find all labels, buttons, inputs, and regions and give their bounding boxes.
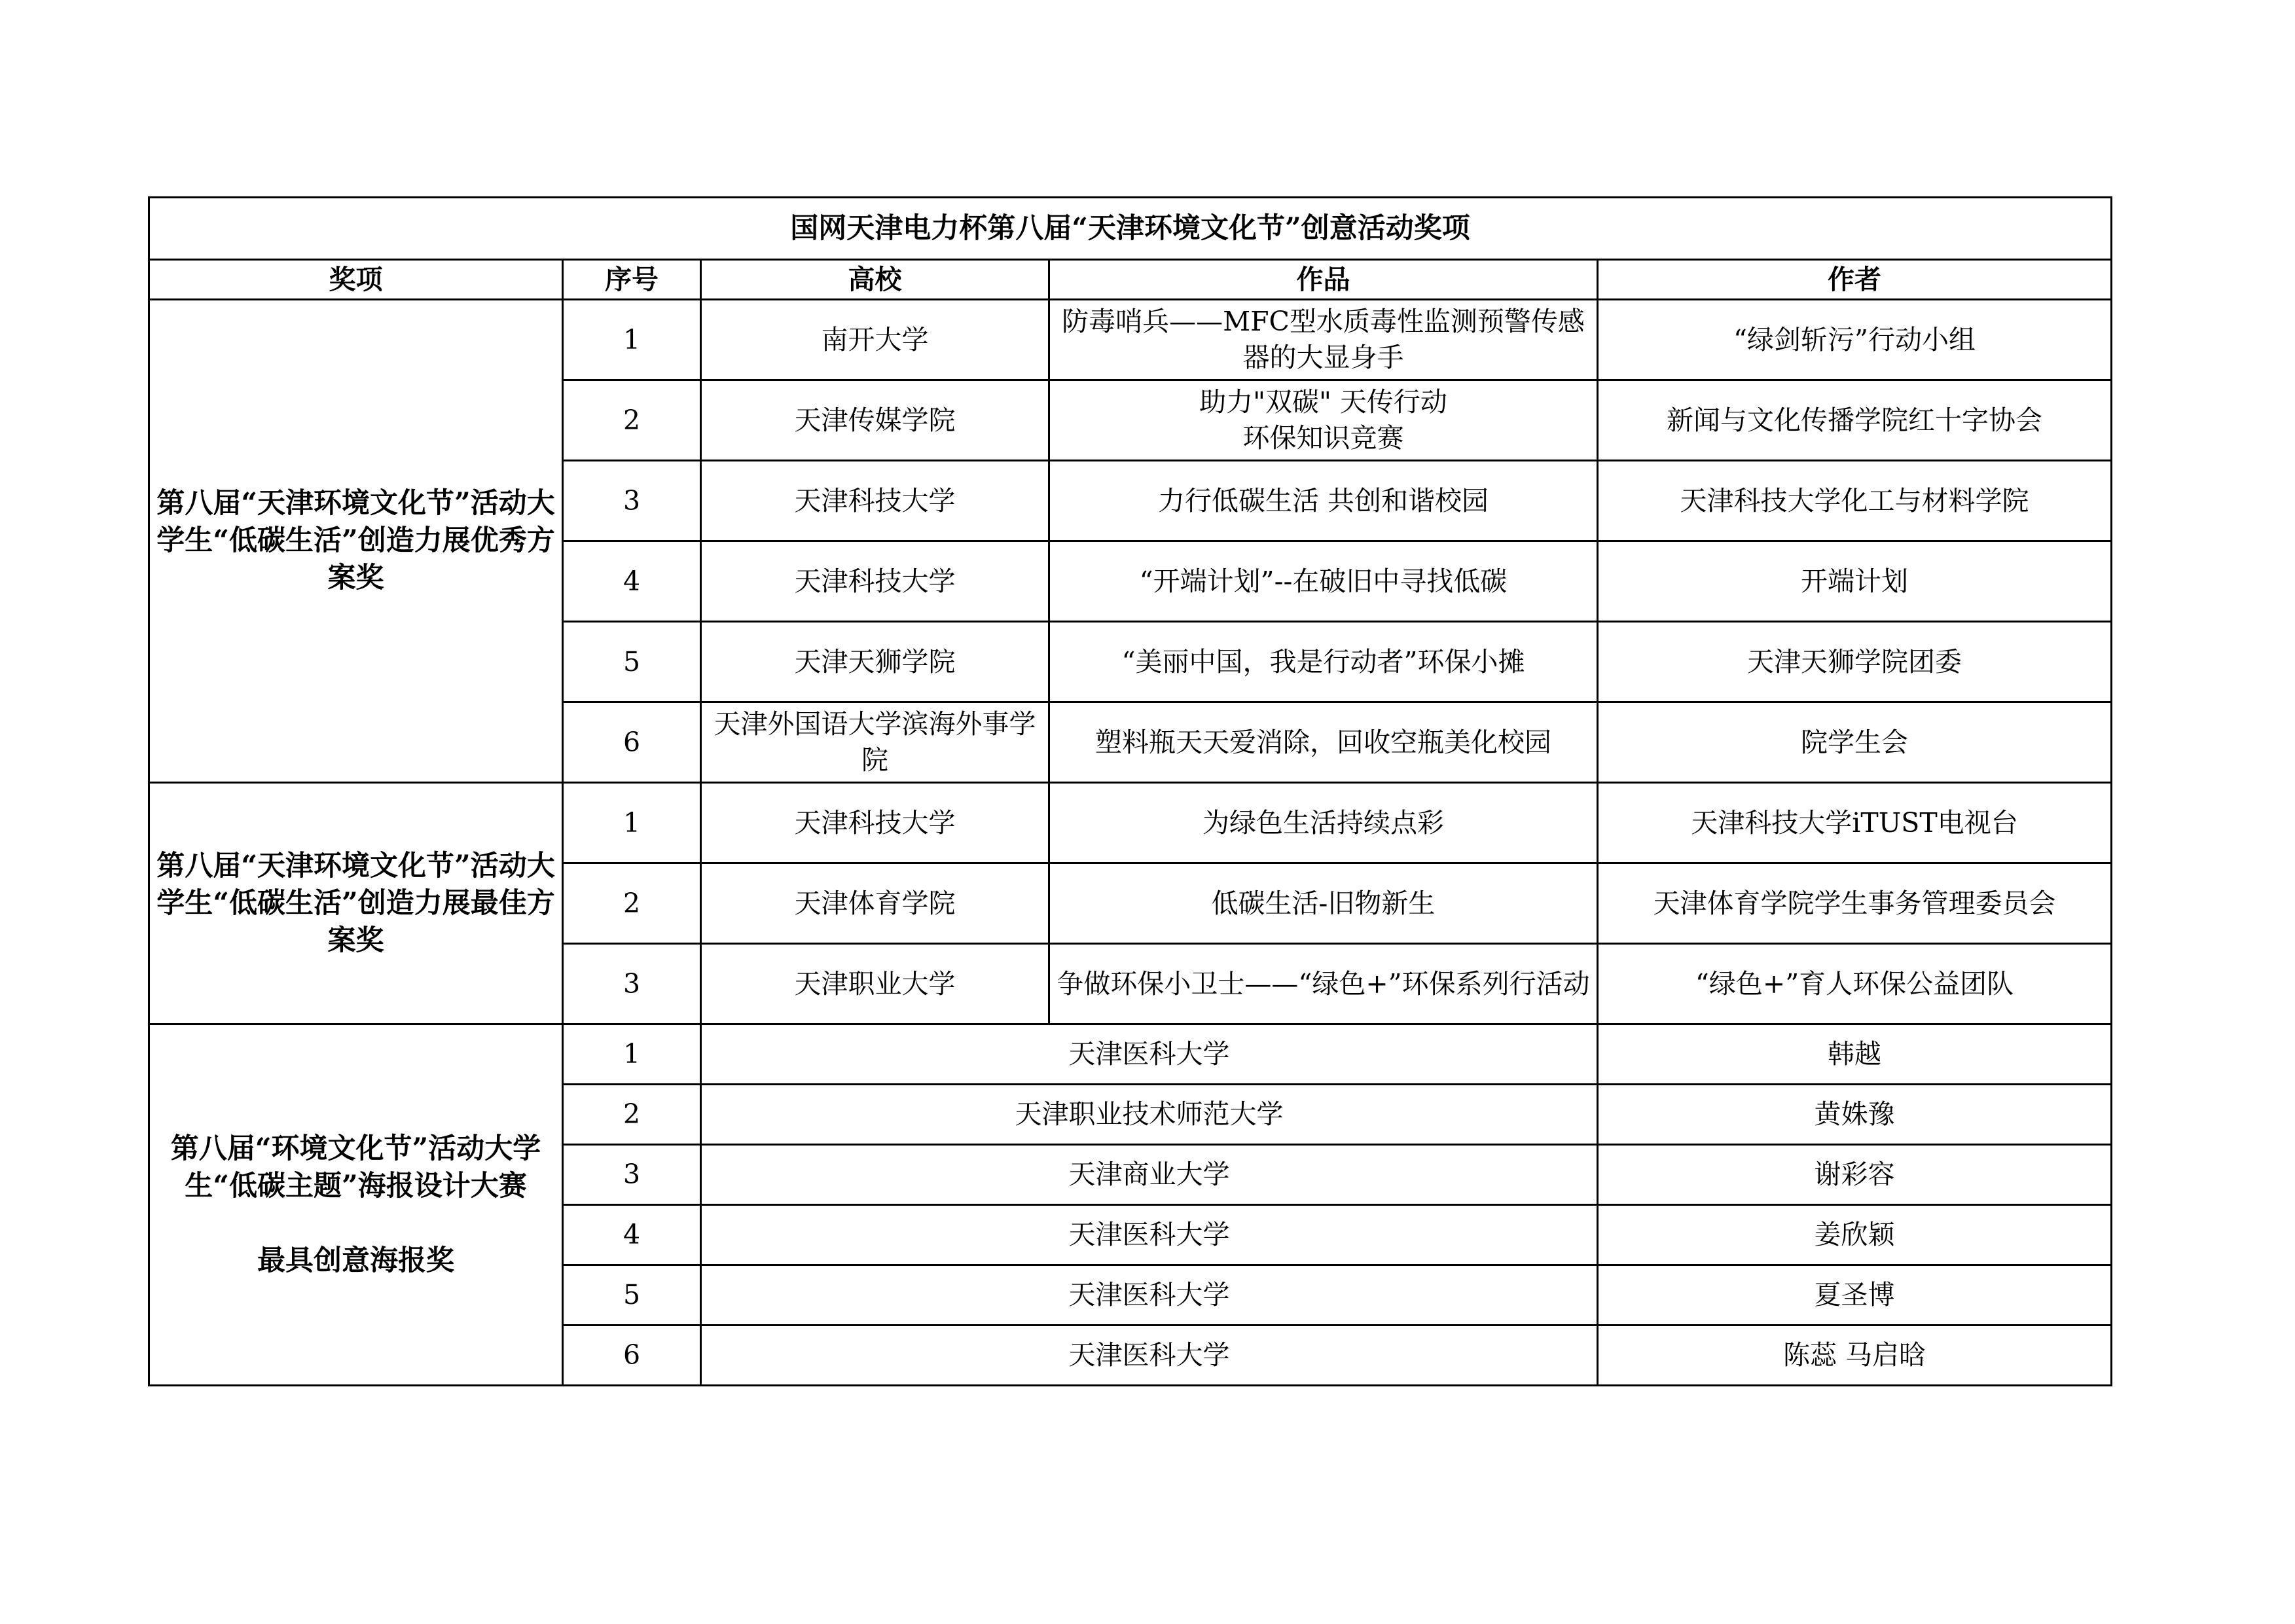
table-row <box>149 783 2112 863</box>
row-author: 黄姝豫 <box>1598 1085 2112 1145</box>
table-row <box>149 1024 2112 1085</box>
header-author: 作者 <box>1598 260 2112 300</box>
header-work: 作品 <box>1049 260 1598 300</box>
row-school: 天津科技大学 <box>701 783 1049 863</box>
row-work: 低碳生活-旧物新生 <box>1049 863 1598 944</box>
row-no: 3 <box>563 944 701 1024</box>
row-author: 开端计划 <box>1598 541 2112 622</box>
row-author: 天津科技大学化工与材料学院 <box>1598 461 2112 541</box>
row-work: 防毒哨兵——MFC型水质毒性监测预警传感器的大显身手 <box>1049 300 1598 380</box>
row-school: 天津外国语大学滨海外事学院 <box>701 702 1049 783</box>
row-author: 谢彩容 <box>1598 1145 2112 1205</box>
row-work: 争做环保小卫士——“绿色+”环保系列行活动 <box>1049 944 1598 1024</box>
table-title: 国网天津电力杯第八届“天津环境文化节”创意活动奖项 <box>149 198 2112 260</box>
row-no: 2 <box>563 380 701 461</box>
table-row <box>149 300 2112 380</box>
row-no: 2 <box>563 863 701 944</box>
category-spacer <box>153 1205 559 1242</box>
row-school: 天津医科大学 <box>701 1326 1598 1386</box>
row-author: 陈蕊 马启晗 <box>1598 1326 2112 1386</box>
row-no: 3 <box>563 1145 701 1205</box>
row-school: 天津职业技术师范大学 <box>701 1085 1598 1145</box>
row-school: 天津科技大学 <box>701 541 1049 622</box>
row-school: 天津职业大学 <box>701 944 1049 1024</box>
row-work-line1: 助力"双碳" 天传行动 <box>1199 386 1447 418</box>
row-author: 天津体育学院学生事务管理委员会 <box>1598 863 2112 944</box>
row-no: 4 <box>563 1205 701 1265</box>
row-school: 天津天狮学院 <box>701 622 1049 702</box>
row-no: 4 <box>563 541 701 622</box>
row-no: 1 <box>563 300 701 380</box>
row-no: 2 <box>563 1085 701 1145</box>
row-school: 天津传媒学院 <box>701 380 1049 461</box>
row-work: 力行低碳生活 共创和谐校园 <box>1049 461 1598 541</box>
row-work-line2: 环保知识竞赛 <box>1242 422 1404 454</box>
row-author: 天津科技大学iTUST电视台 <box>1598 783 2112 863</box>
row-no: 5 <box>563 622 701 702</box>
row-author: “绿色+”育人环保公益团队 <box>1598 944 2112 1024</box>
header-school: 高校 <box>701 260 1049 300</box>
row-no: 6 <box>563 702 701 783</box>
award-category-best: 第八届“天津环境文化节”活动大学生“低碳生活”创造力展最佳方案奖 <box>149 783 563 1024</box>
row-school: 天津体育学院 <box>701 863 1049 944</box>
row-author: 天津天狮学院团委 <box>1598 622 2112 702</box>
row-work <box>1049 380 1598 461</box>
row-author: 新闻与文化传播学院红十字协会 <box>1598 380 2112 461</box>
row-author: “绿剑斩污”行动小组 <box>1598 300 2112 380</box>
row-school: 天津医科大学 <box>701 1024 1598 1085</box>
row-work: “美丽中国，我是行动者”环保小摊 <box>1049 622 1598 702</box>
awards-table <box>148 196 2112 1386</box>
row-school: 天津医科大学 <box>701 1265 1598 1326</box>
row-school: 天津医科大学 <box>701 1205 1598 1265</box>
row-author: 韩越 <box>1598 1024 2112 1085</box>
row-work: “开端计划”--在破旧中寻找低碳 <box>1049 541 1598 622</box>
header-award: 奖项 <box>149 260 563 300</box>
row-no: 6 <box>563 1326 701 1386</box>
row-school: 南开大学 <box>701 300 1049 380</box>
row-school: 天津商业大学 <box>701 1145 1598 1205</box>
award-category-excellent: 第八届“天津环境文化节”活动大学生“低碳生活”创造力展优秀方案奖 <box>149 300 563 783</box>
row-author: 夏圣博 <box>1598 1265 2112 1326</box>
row-work: 塑料瓶天天爱消除，回收空瓶美化校园 <box>1049 702 1598 783</box>
header-row <box>149 260 2112 300</box>
row-author: 姜欣颖 <box>1598 1205 2112 1265</box>
row-no: 3 <box>563 461 701 541</box>
row-work: 为绿色生活持续点彩 <box>1049 783 1598 863</box>
header-no: 序号 <box>563 260 701 300</box>
row-no: 1 <box>563 783 701 863</box>
poster-category-text: 第八届“环境文化节”活动大学生“低碳主题”海报设计大赛 <box>170 1132 541 1202</box>
row-no: 1 <box>563 1024 701 1085</box>
row-school: 天津科技大学 <box>701 461 1049 541</box>
poster-subcategory-text: 最具创意海报奖 <box>257 1244 454 1277</box>
award-category-poster <box>149 1024 563 1386</box>
row-no: 5 <box>563 1265 701 1326</box>
row-author: 院学生会 <box>1598 702 2112 783</box>
